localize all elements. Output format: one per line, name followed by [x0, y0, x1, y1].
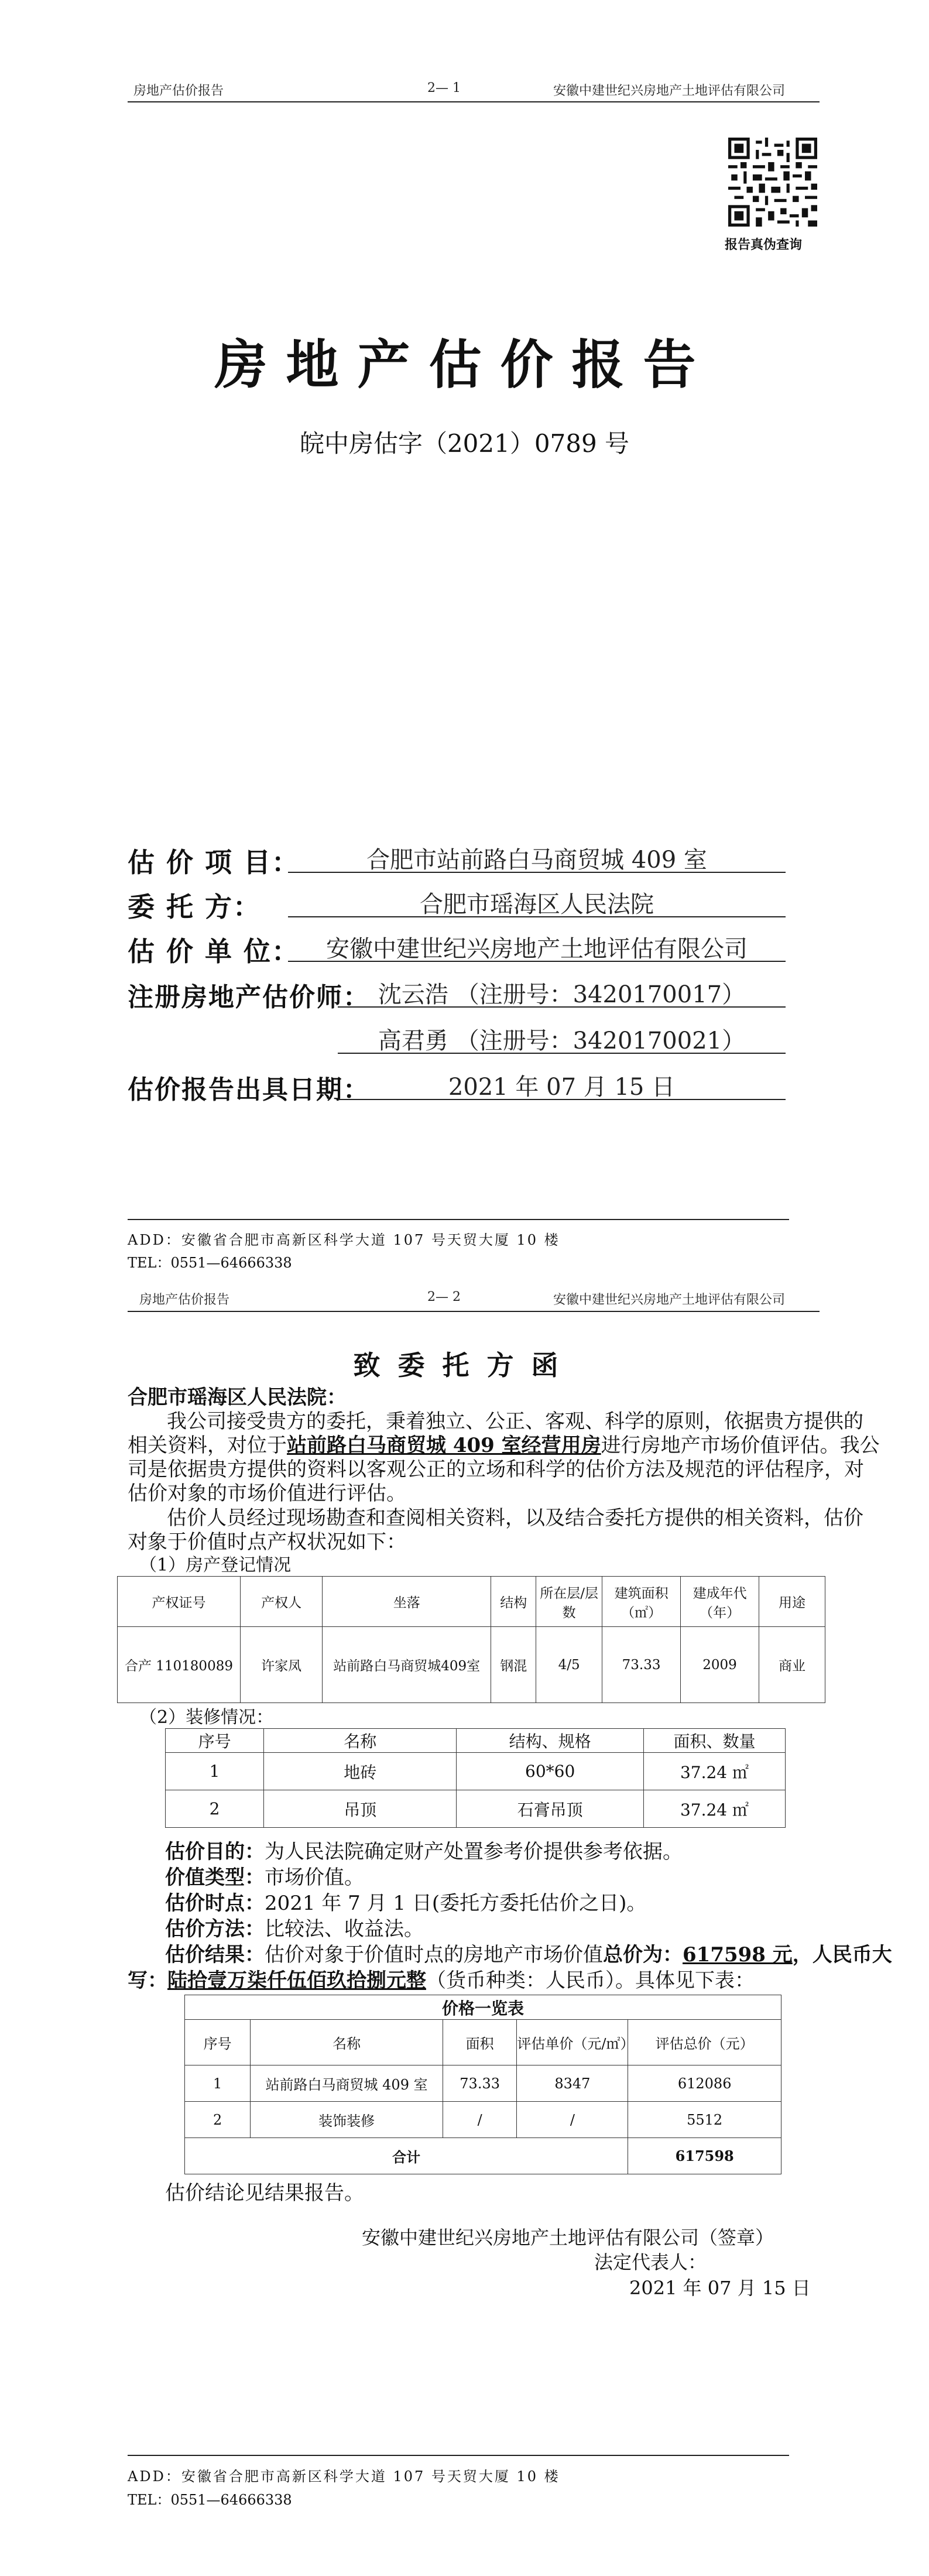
- header-cell: 面积、数量: [643, 1729, 785, 1753]
- header-cell: 名称: [264, 1729, 457, 1753]
- table-cell: 60*60: [457, 1753, 644, 1790]
- table-cell: 2: [185, 2102, 251, 2138]
- header-cell: 序号: [185, 2020, 251, 2065]
- conclusion-note: 估价结论见结果报告。: [165, 2181, 364, 2205]
- table-cell: 4/5: [536, 1627, 602, 1703]
- table-cell: 站前路白马商贸城 409 室: [251, 2065, 443, 2102]
- registration-table: [117, 1576, 825, 1703]
- value-appraiser-1: 沈云浩 （注册号：3420170017）: [338, 976, 786, 1008]
- table-cell: 2: [166, 1790, 264, 1828]
- signature-company: 安徽中建世纪兴房地产土地评估有限公司（签章）: [362, 2226, 774, 2249]
- table-cell: /: [443, 2102, 517, 2138]
- header-cell: 结构: [491, 1577, 536, 1627]
- header-cell: 所在层/层数: [536, 1577, 602, 1627]
- value-project: 合肥市站前路白马商贸城 409 室: [288, 841, 786, 873]
- paragraph-2-line-1: 估价人员经过现场勘查和查阅相关资料，以及结合委托方提供的相关资料，估价: [167, 1506, 863, 1530]
- paragraph-2-line-2: 对象于价值时点产权状况如下：: [128, 1530, 406, 1554]
- price-table-title: 价格一览表: [185, 1995, 781, 2020]
- label-appraisers: 注册房地产估价师：: [128, 982, 370, 1012]
- table-cell: 商业: [759, 1627, 825, 1703]
- section-registration: （1）房产登记情况: [139, 1555, 292, 1575]
- table-cell: 2009: [681, 1627, 759, 1703]
- table-cell: 站前路白马商贸城409室: [323, 1627, 491, 1703]
- signature-representative: 法定代表人：: [594, 2251, 707, 2273]
- header-rule: [128, 101, 820, 102]
- header-left: 房地产估价报告: [133, 84, 224, 98]
- table-cell: /: [517, 2102, 628, 2138]
- table-cell: 吊顶: [264, 1790, 457, 1828]
- table-cell: 钢混: [491, 1627, 536, 1703]
- valuation-method: 估价方法：比较法、收益法。: [165, 1917, 424, 1941]
- header-cell: 产权人: [240, 1577, 322, 1627]
- header-cell: 用途: [759, 1577, 825, 1627]
- header-cell: 评估总价（元）: [628, 2020, 781, 2065]
- label-issue-date: 估价报告出具日期：: [128, 1075, 370, 1105]
- paragraph-1-line-3: 司是依据贵方提供的资料以客观公正的立场和科学的估价方法及规范的评估程序，对: [128, 1458, 864, 1481]
- header-company: 安徽中建世纪兴房地产土地评估有限公司: [553, 84, 786, 98]
- table-cell: 612086: [628, 2065, 781, 2102]
- header-cell: 评估单价（元/㎡）: [517, 2020, 628, 2065]
- header-cell: 建成年代（年）: [681, 1577, 759, 1627]
- price-table: [184, 1995, 781, 2174]
- header-cell: 面积: [443, 2020, 517, 2065]
- table-cell: 石膏吊顶: [457, 1790, 644, 1828]
- table-cell: 许家凤: [240, 1627, 322, 1703]
- footer-tel: TEL：0551—64666338: [128, 1255, 292, 1271]
- section-decoration: （2）装修情况：: [139, 1707, 274, 1728]
- table-cell: 8347: [517, 2065, 628, 2102]
- header-cell: 名称: [251, 2020, 443, 2065]
- valuation-result-line-1: 估价结果：估价对象于价值时点的房地产市场价值总价为：617598 元，人民币大: [165, 1943, 892, 1967]
- header-rule: [128, 1311, 820, 1312]
- footer-tel: TEL：0551—64666338: [128, 2492, 292, 2508]
- valuation-result-line-2: 写：陆拾壹万柒仟伍佰玖拾捌元整（货币种类：人民币）。具体见下表：: [128, 1969, 755, 1992]
- header-cell: 建筑面积（㎡）: [602, 1577, 681, 1627]
- header-page-number: 2— 1: [427, 81, 461, 95]
- table-cell: 37.24 ㎡: [643, 1790, 785, 1828]
- paragraph-1-line-4: 估价对象的市场价值进行评估。: [128, 1482, 406, 1505]
- table-cell: 1: [166, 1753, 264, 1790]
- table-cell: 装饰装修: [251, 2102, 443, 2138]
- footer-rule: [128, 1219, 789, 1220]
- header-left: 房地产估价报告: [139, 1293, 230, 1307]
- header-cell: 产权证号: [118, 1577, 241, 1627]
- header-cell: 序号: [166, 1729, 264, 1753]
- header-cell: 结构、规格: [457, 1729, 644, 1753]
- table-cell: 37.24 ㎡: [643, 1753, 785, 1790]
- value-issue-date: 2021 年 07 月 15 日: [338, 1068, 786, 1100]
- header-page-number: 2— 2: [427, 1290, 461, 1304]
- report-number: 皖中房估字（2021）0789 号: [299, 429, 630, 458]
- footer-address: ADD：安徽省合肥市高新区科学大道 107 号天贸大厦 10 楼: [128, 1232, 560, 1248]
- label-appraiser-company: 估 价 单 位：: [128, 936, 300, 967]
- letter-title: 致委托方函: [353, 1349, 576, 1381]
- total-label: 合计: [185, 2138, 628, 2174]
- table-cell: 5512: [628, 2102, 781, 2138]
- label-client: 委 托 方：: [128, 891, 262, 923]
- paragraph-1-line-1: 我公司接受贵方的委托，秉着独立、公正、客观、科学的原则，依据贵方提供的: [167, 1410, 863, 1433]
- valuation-purpose: 估价目的：为人民法院确定财产处置参考价提供参考依据。: [165, 1840, 683, 1864]
- footer-address: ADD：安徽省合肥市高新区科学大道 107 号天贸大厦 10 楼: [128, 2468, 560, 2485]
- footer-rule: [128, 2455, 789, 2456]
- paragraph-1-line-2: 相关资料，对位于站前路白马商贸城 409 室经营用房进行房地产市场价值评估。我公: [128, 1434, 880, 1457]
- header-cell: 坐落: [323, 1577, 491, 1627]
- value-client: 合肥市瑶海区人民法院: [288, 886, 786, 917]
- table-cell: 73.33: [443, 2065, 517, 2102]
- value-appraiser-2: 高君勇 （注册号：3420170021）: [338, 1022, 786, 1054]
- value-type: 价值类型：市场价值。: [165, 1866, 364, 1889]
- label-project: 估 价 项 目：: [128, 847, 300, 878]
- header-company: 安徽中建世纪兴房地产土地评估有限公司: [553, 1293, 786, 1307]
- table-cell: 地砖: [264, 1753, 457, 1790]
- qr-caption: 报告真伪查询: [725, 237, 803, 252]
- report-title: 房地产估价报告: [214, 334, 715, 396]
- value-appraiser-company: 安徽中建世纪兴房地产土地评估有限公司: [288, 930, 786, 962]
- addressee: 合肥市瑶海区人民法院：: [128, 1386, 347, 1409]
- table-cell: 合产 110180089: [118, 1627, 241, 1703]
- decoration-table: [165, 1728, 786, 1828]
- qr-code-icon[interactable]: [728, 138, 817, 227]
- signature-date: 2021 年 07 月 15 日: [629, 2277, 811, 2299]
- table-cell: 1: [185, 2065, 251, 2102]
- valuation-date: 估价时点：2021 年 7 月 1 日(委托方委托估价之日)。: [165, 1892, 647, 1915]
- total-value: 617598: [628, 2138, 781, 2174]
- table-cell: 73.33: [602, 1627, 681, 1703]
